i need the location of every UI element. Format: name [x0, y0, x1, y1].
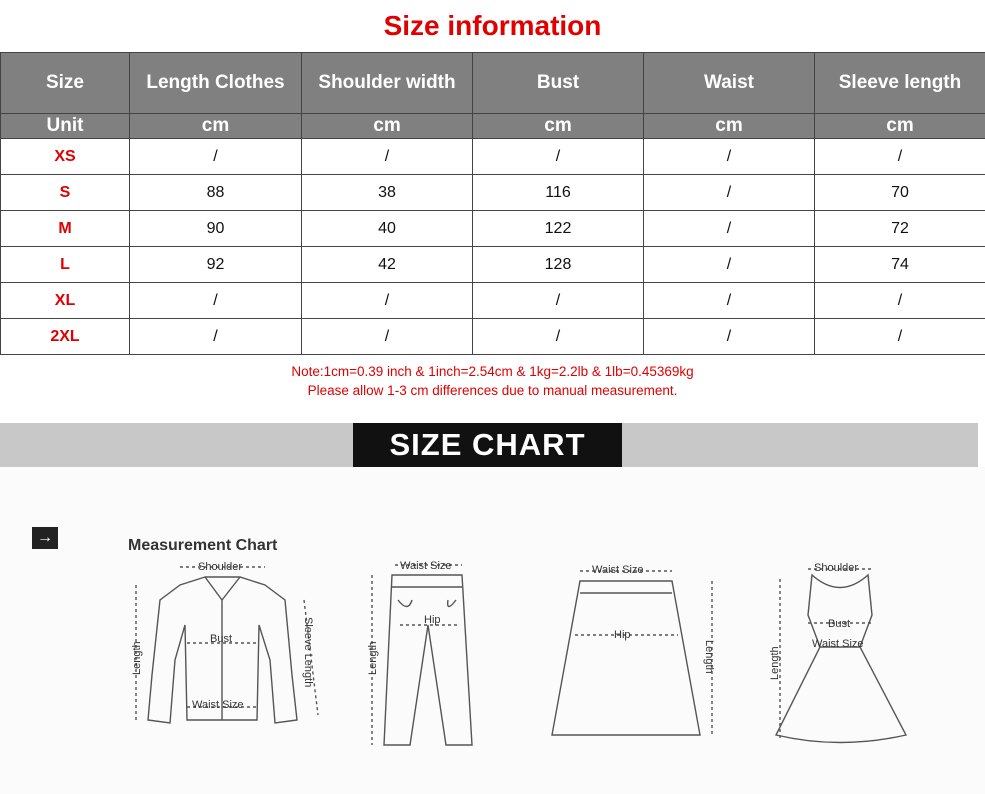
table-cell: / [815, 283, 985, 319]
pants-diagram [372, 565, 472, 745]
table-cell: / [644, 319, 815, 355]
garment-diagrams [0, 555, 985, 794]
table-cell: / [815, 139, 985, 175]
table-row [1, 319, 985, 355]
skirt-hip-label: Hip [614, 629, 631, 641]
header-cell: Shoulder width [302, 53, 473, 114]
table-cell: 122 [473, 211, 644, 247]
skirt-diagram [552, 571, 712, 735]
shirt-length-label: Length [131, 641, 143, 675]
table-row [1, 283, 985, 319]
page-title: Size information [383, 10, 602, 41]
table-cell: 128 [473, 247, 644, 283]
table-cell: / [130, 283, 302, 319]
table-cell: / [302, 283, 473, 319]
measurement-chart-title: Measurement Chart [128, 537, 278, 554]
unit-cell: cm [302, 114, 473, 139]
shirt-sleeve-label: Sleeve Length [302, 617, 314, 688]
dress-diagram [776, 569, 906, 743]
pants-hip-label: Hip [424, 614, 441, 626]
size-label-cell: M [1, 211, 130, 247]
table-cell: / [644, 139, 815, 175]
size-label-cell: XL [1, 283, 130, 319]
skirt-waist-label: Waist Size [592, 564, 644, 576]
table-cell: 116 [473, 175, 644, 211]
size-label-cell: S [1, 175, 130, 211]
pants-waist-label: Waist Size [400, 560, 452, 572]
table-cell: 42 [302, 247, 473, 283]
dress-length-label: Length [769, 646, 781, 680]
table-cell: / [644, 283, 815, 319]
size-table [0, 52, 985, 355]
skirt-length-label: Length [703, 640, 715, 674]
dress-shoulder-label: Shoulder [814, 562, 859, 574]
dress-bust-label: Bust [828, 618, 851, 630]
size-label-cell: XS [1, 139, 130, 175]
size-chart-label: SIZE CHART [353, 423, 622, 467]
table-cell: / [644, 175, 815, 211]
table-cell: / [473, 139, 644, 175]
table-cell: 90 [130, 211, 302, 247]
header-cell: Sleeve length [815, 53, 985, 114]
table-row [1, 139, 985, 175]
unit-cell: cm [815, 114, 985, 139]
measurement-note [0, 362, 985, 400]
table-cell: 88 [130, 175, 302, 211]
table-cell: / [473, 283, 644, 319]
dress-waist-label: Waist Size [812, 638, 864, 650]
table-header-row [1, 53, 985, 114]
unit-cell: cm [644, 114, 815, 139]
table-cell: / [473, 319, 644, 355]
table-cell: / [130, 319, 302, 355]
table-cell: / [815, 319, 985, 355]
note-line-1: Note:1cm=0.39 inch & 1inch=2.54cm & 1kg=2.2lb & 1lb=0.45369kg [291, 364, 694, 379]
size-label-cell: L [1, 247, 130, 283]
table-cell: / [130, 139, 302, 175]
table-cell: 92 [130, 247, 302, 283]
table-row [1, 175, 985, 211]
header-cell: Size [1, 53, 130, 114]
header-cell: Bust [473, 53, 644, 114]
arrow-right-icon: → [32, 527, 58, 549]
header-cell: Waist [644, 53, 815, 114]
table-cell: / [302, 319, 473, 355]
table-cell: / [644, 211, 815, 247]
pants-length-label: Length [367, 641, 379, 675]
table-cell: / [644, 247, 815, 283]
shirt-shoulder-label: Shoulder [198, 561, 243, 573]
unit-cell: cm [473, 114, 644, 139]
table-cell: / [302, 139, 473, 175]
table-cell: 70 [815, 175, 985, 211]
unit-cell: Unit [1, 114, 130, 139]
size-label-cell: 2XL [1, 319, 130, 355]
shirt-bust-label: Bust [210, 633, 233, 645]
unit-cell: cm [130, 114, 302, 139]
header-cell: Length Clothes [130, 53, 302, 114]
table-cell: 72 [815, 211, 985, 247]
table-cell: 74 [815, 247, 985, 283]
table-cell: 40 [302, 211, 473, 247]
table-row [1, 247, 985, 283]
table-row [1, 211, 985, 247]
unit-row [1, 114, 985, 139]
note-line-2: Please allow 1-3 cm differences due to manual measurement. [307, 383, 678, 398]
table-cell: 38 [302, 175, 473, 211]
shirt-waist-label: Waist Size [192, 699, 244, 711]
